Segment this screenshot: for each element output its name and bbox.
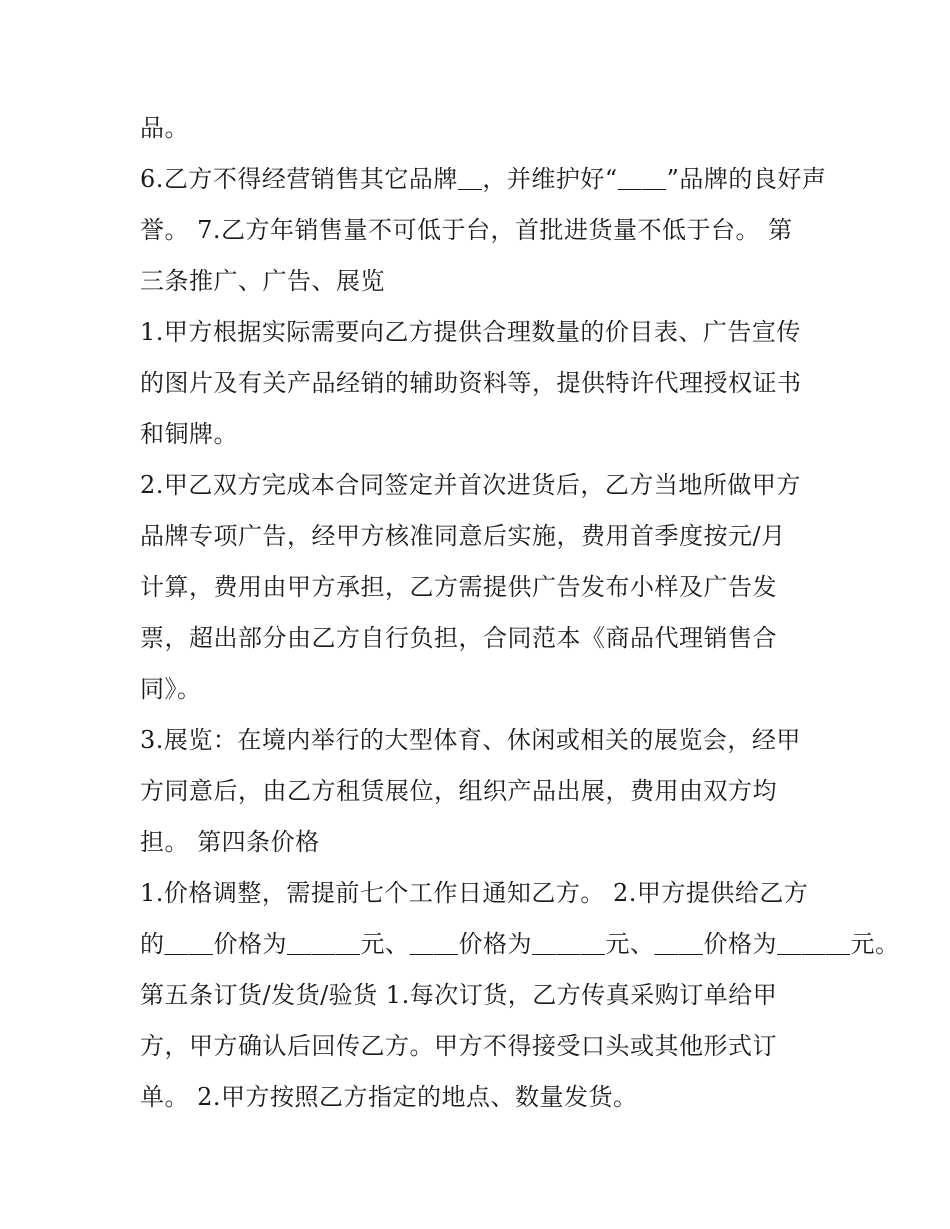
contract-body-text [140,103,900,1123]
text-line: 1.甲方根据实际需要向乙方提供合理数量的价目表、广告宣传 [140,318,801,346]
text-line: 的图片及有关产品经销的辅助资料等，提供特许代理授权证书 [140,369,802,397]
text-line: 票，超出部分由乙方自行负担，合同范本《商品代理销售合 [140,624,777,652]
text-line: 方，甲方确认后回传乙方。甲方不得接受口头或其他形式订 [140,1032,777,1060]
text-line: 品牌专项广告，经甲方核准同意后实施，费用首季度按元/月 [140,522,786,550]
text-line: 同》。 [140,675,202,703]
section-heading-line: 第五条订货/发货/验货 1.每次订货，乙方传真采购订单给甲 [140,981,778,1009]
section-heading-line: 担。 第四条价格 [140,828,320,856]
text-line: 方同意后，由乙方租赁展位，组织产品出展，费用由双方均 [140,777,777,805]
text-line: 3.展览：在境内举行的大型体育、休闲或相关的展览会，经甲 [140,726,801,754]
text-line: 6.乙方不得经营销售其它品牌＿，并维护好“＿＿”品牌的良好声 [140,165,827,193]
text-line: 计算，费用由甲方承担，乙方需提供广告发布小样及广告发 [140,573,777,601]
text-line: 和铜牌。 [140,420,238,448]
text-line: 单。 2.甲方按照乙方指定的地点、数量发货。 [140,1083,638,1111]
text-line: 品。 [140,114,189,142]
text-line: 2.甲乙双方完成本合同签定并首次进货后，乙方当地所做甲方 [140,471,801,499]
section-heading-line: 三条推广、广告、展览 [140,267,385,295]
text-line: 的＿＿价格为＿＿＿元、＿＿价格为＿＿＿元、＿＿价格为＿＿＿元。 [140,930,900,958]
text-line: 1.价格调整，需提前七个工作日通知乙方。 2.甲方提供给乙方 [140,879,809,907]
text-line: 誉。 7.乙方年销售量不可低于台，首批进货量不低于台。 第 [140,216,793,244]
